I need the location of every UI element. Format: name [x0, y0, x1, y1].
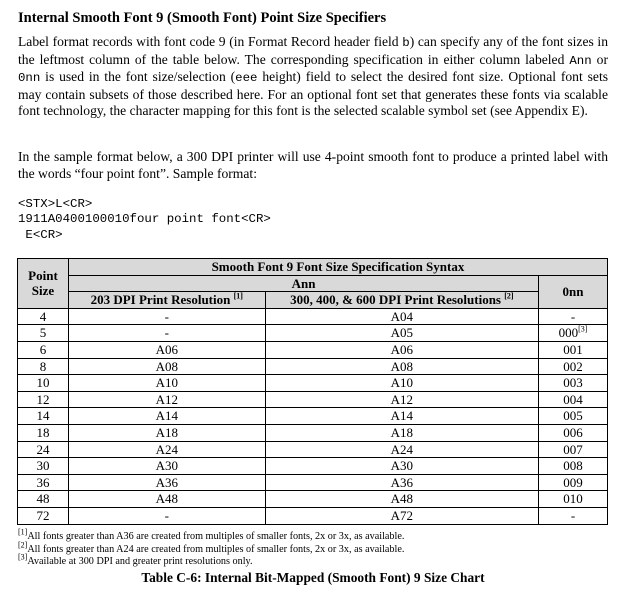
- table-row: [18, 375, 608, 392]
- footnote: [18, 540, 405, 557]
- size-cell-text: 48: [36, 491, 50, 507]
- size-cell: [18, 441, 69, 458]
- footnote-text: All fonts greater than A36 are created from multiples of smaller fonts, 2x or 3x, as available.: [27, 531, 405, 542]
- a203-cell-text: -: [164, 325, 169, 341]
- a300-cell: [265, 358, 538, 375]
- footnote-ref: [3]: [578, 325, 588, 335]
- table-row: [18, 491, 608, 508]
- footnote: [18, 552, 404, 569]
- size-cell: [18, 424, 69, 441]
- a300-cell: [265, 441, 538, 458]
- size-cell: [18, 507, 69, 524]
- a300-cell-text: A48: [390, 491, 414, 507]
- size-cell-text: 10: [36, 375, 50, 391]
- a300-cell: [265, 391, 538, 408]
- table-row: [18, 341, 608, 358]
- point-size-header: Point Size: [18, 259, 69, 309]
- table-row: [18, 474, 608, 491]
- a203-cell: [68, 441, 265, 458]
- table-row: [18, 391, 608, 408]
- font-size-table: [17, 258, 608, 525]
- a300-cell-text: A12: [390, 391, 414, 407]
- intro-paragraph: [18, 34, 608, 120]
- a203-cell-text: A06: [155, 341, 178, 357]
- table-caption: Table C-6: Internal Bit-Mapped (Smooth Font) 9 Size Chart: [141, 570, 485, 585]
- a203-cell-text: A14: [155, 408, 178, 424]
- code-line: 1911A0400100010four point font<CR>: [18, 212, 271, 227]
- table-row: [18, 325, 608, 342]
- table-row: [18, 408, 608, 425]
- table-row: [18, 358, 608, 375]
- para-text: height) field to select the desired font size. Optional font sets may contain subsets of those described here. For an optional font set that generates these fonts via scalable font technology, the character mapping for this font is the selected scalable symbol set (see Appendix E).: [18, 69, 609, 118]
- onn-cell-text: 005: [563, 408, 583, 424]
- onn-cell-text: 001: [563, 341, 583, 357]
- onn-cell: [539, 391, 608, 408]
- col-300-header: [265, 292, 538, 309]
- onn-cell: [539, 308, 608, 325]
- footnote-ref: [2]: [504, 291, 514, 301]
- a300-cell: [265, 458, 538, 475]
- onn-cell-text: 004: [563, 391, 583, 407]
- size-cell-text: 24: [36, 441, 50, 457]
- size-cell-text: 36: [36, 474, 50, 490]
- onn-cell-text: 007: [563, 441, 583, 457]
- table-row: [18, 507, 608, 524]
- size-cell: [18, 341, 69, 358]
- field-code: 0nn: [18, 71, 41, 85]
- section-heading: Internal Smooth Font 9 (Smooth Font) Point Size Specifiers: [18, 10, 387, 26]
- onn-cell-text: 008: [563, 458, 583, 474]
- footnote-mark: [1]: [18, 527, 28, 537]
- a300-cell-text: A24: [390, 441, 414, 457]
- size-cell-text: 30: [36, 458, 50, 474]
- a300-cell: [265, 408, 538, 425]
- a203-cell: [68, 424, 265, 441]
- ann-header: Ann: [68, 275, 538, 292]
- a300-cell-text: A05: [390, 325, 414, 341]
- size-cell-text: 14: [36, 408, 50, 424]
- size-cell: [18, 358, 69, 375]
- size-cell: [18, 491, 69, 508]
- size-cell-text: 6: [39, 341, 47, 357]
- onn-cell: [539, 441, 608, 458]
- size-cell: [18, 474, 69, 491]
- para-text: Label format records with font code 9 (in Format Record header field: [18, 34, 403, 49]
- a300-cell-text: A10: [390, 375, 414, 391]
- a203-cell: [68, 341, 265, 358]
- table-row: [18, 424, 608, 441]
- a300-cell-text: A18: [390, 424, 414, 440]
- a300-cell-text: A36: [390, 474, 414, 490]
- col-203-header: [68, 292, 265, 309]
- a203-cell: [68, 458, 265, 475]
- onn-cell-text: -: [570, 507, 576, 523]
- size-cell: [18, 408, 69, 425]
- a300-cell: [265, 491, 538, 508]
- a300-cell: [265, 375, 538, 392]
- a203-cell: [68, 491, 265, 508]
- onn-cell-text: 000: [558, 325, 579, 341]
- a203-cell: [68, 391, 265, 408]
- a300-cell-text: A08: [390, 358, 414, 374]
- col-203-label: 203 DPI Print Resolution: [90, 292, 231, 308]
- para-text: is used in the font size/selection (: [40, 69, 236, 84]
- a300-cell: [265, 308, 538, 325]
- onn-cell: [539, 408, 608, 425]
- a203-cell: [68, 474, 265, 491]
- a300-cell-text: A30: [390, 458, 414, 474]
- a300-cell: [265, 341, 538, 358]
- a203-cell-text: A18: [155, 424, 178, 440]
- a300-cell: [265, 424, 538, 441]
- onn-cell-text: 003: [563, 375, 583, 391]
- table-row: [18, 441, 608, 458]
- a300-cell: [265, 507, 538, 524]
- a203-cell: [68, 358, 265, 375]
- a300-cell-text: A72: [390, 507, 414, 523]
- a300-cell-text: A04: [390, 308, 414, 324]
- a203-cell-text: A10: [155, 375, 178, 391]
- onn-cell: [539, 358, 608, 375]
- onn-cell: [539, 341, 608, 358]
- a203-cell: [68, 325, 265, 342]
- a203-cell-text: A48: [155, 491, 178, 507]
- onn-cell-text: 002: [563, 358, 583, 374]
- onn-cell-text: 006: [563, 424, 583, 440]
- a300-cell-text: A06: [390, 341, 414, 357]
- a203-cell-text: A36: [155, 474, 178, 490]
- field-code: eee: [235, 71, 258, 85]
- sample-paragraph: In the sample format below, a 300 DPI printer will use 4-point smooth font to produce a printed label with the words “four point font”. Sample format:: [18, 149, 608, 181]
- a203-cell-text: A08: [155, 358, 178, 374]
- a203-cell-text: -: [164, 308, 169, 324]
- sample-code-block: [18, 197, 271, 243]
- a203-cell: [68, 507, 265, 524]
- onn-cell: [539, 474, 608, 491]
- footnote-text: Available at 300 DPI and greater print resolutions only.: [27, 556, 253, 568]
- footnote-ref: [1]: [233, 291, 243, 301]
- a203-cell-text: A12: [155, 391, 178, 407]
- onn-cell: [539, 491, 608, 508]
- size-cell: [18, 458, 69, 475]
- para-text: ) can specify any of the font sizes in the leftmost column of the table below. The corresponding specification in either column labeled: [18, 34, 608, 67]
- field-code: b: [402, 36, 410, 50]
- a203-cell-text: -: [164, 507, 169, 523]
- size-cell-text: 8: [39, 358, 47, 374]
- a203-cell: [68, 408, 265, 425]
- a300-cell: [265, 474, 538, 491]
- field-code: Ann: [569, 53, 592, 68]
- a203-cell: [68, 375, 265, 392]
- a203-cell-text: A24: [155, 441, 178, 457]
- para-text: or: [591, 51, 608, 67]
- onn-cell: [539, 375, 608, 392]
- onn-cell: [539, 507, 608, 524]
- size-cell-text: 72: [36, 507, 50, 523]
- onn-cell-text: 010: [563, 491, 583, 507]
- code-line: <STX>L<CR>: [18, 197, 93, 211]
- code-line: E<CR>: [18, 227, 63, 242]
- footnote-mark: [3]: [18, 552, 28, 562]
- size-cell-text: 12: [36, 391, 50, 407]
- a203-cell-text: A30: [155, 458, 178, 474]
- onn-cell: [539, 424, 608, 441]
- footnotes: [18, 527, 405, 569]
- footnote-mark: [2]: [18, 540, 28, 550]
- size-cell: [18, 325, 69, 342]
- size-cell: [18, 391, 69, 408]
- footnote-text: All fonts greater than A24 are created from multiples of smaller fonts, 2x or 3x, as available.: [27, 543, 405, 555]
- onn-header: 0nn: [539, 275, 608, 308]
- a300-cell-text: A14: [390, 408, 414, 424]
- col-300-label: 300, 400, & 600 DPI Print Resolutions: [290, 292, 501, 308]
- size-cell-text: 5: [39, 325, 47, 341]
- onn-cell-text: -: [570, 308, 576, 324]
- group-title-header: Smooth Font 9 Font Size Specification Syntax: [68, 259, 607, 276]
- size-cell: [18, 308, 69, 325]
- table-row: [18, 458, 608, 475]
- onn-cell: [539, 325, 608, 342]
- a203-cell: [68, 308, 265, 325]
- table-row: [18, 308, 608, 325]
- onn-cell-text: 009: [563, 474, 583, 490]
- onn-cell: [539, 458, 608, 475]
- size-cell-text: 18: [36, 424, 50, 440]
- a300-cell: [265, 325, 538, 342]
- size-cell-text: 4: [39, 308, 47, 324]
- footnote: [18, 527, 405, 544]
- size-cell: [18, 375, 69, 392]
